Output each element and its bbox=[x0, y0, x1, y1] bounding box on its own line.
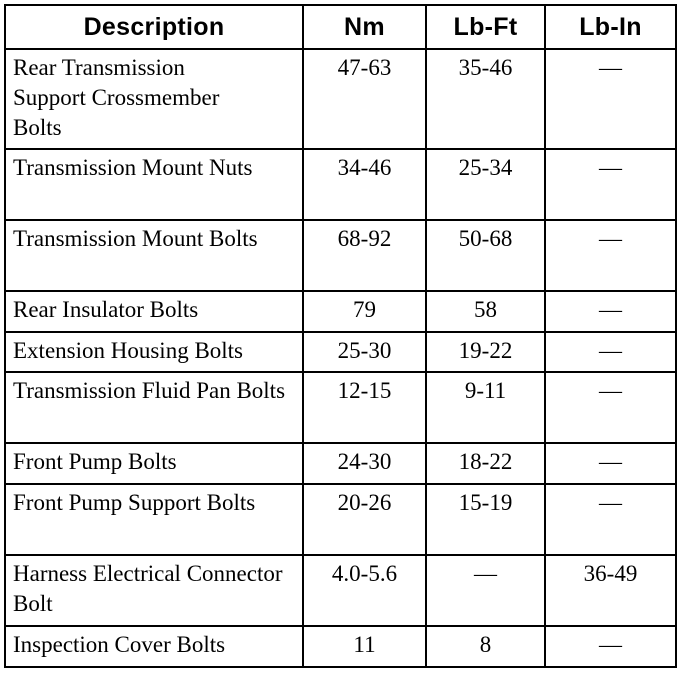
table-row bbox=[5, 220, 676, 291]
table-row bbox=[5, 626, 676, 667]
nm-cell: 68-92 bbox=[303, 220, 426, 291]
lb-in-cell: — bbox=[545, 443, 676, 484]
lb-ft-cell: — bbox=[426, 555, 545, 626]
lb-in-cell: — bbox=[545, 332, 676, 373]
nm-cell: 20-26 bbox=[303, 484, 426, 555]
table-row bbox=[5, 555, 676, 626]
description-cell: Rear Insulator Bolts bbox=[5, 291, 303, 332]
header-nm: Nm bbox=[303, 5, 426, 49]
nm-cell: 11 bbox=[303, 626, 426, 667]
description-cell: Front Pump Bolts bbox=[5, 443, 303, 484]
lb-in-cell: — bbox=[545, 372, 676, 443]
table-row bbox=[5, 332, 676, 373]
description-cell: Front Pump Support Bolts bbox=[5, 484, 303, 555]
lb-ft-cell: 18-22 bbox=[426, 443, 545, 484]
nm-cell: 4.0-5.6 bbox=[303, 555, 426, 626]
nm-cell: 34-46 bbox=[303, 149, 426, 220]
lb-ft-cell: 35-46 bbox=[426, 49, 545, 149]
lb-ft-cell: 50-68 bbox=[426, 220, 545, 291]
lb-in-cell: — bbox=[545, 484, 676, 555]
description-cell: Rear Transmission Support Crossmember Bolts bbox=[5, 49, 303, 149]
table-row bbox=[5, 443, 676, 484]
table-row bbox=[5, 484, 676, 555]
lb-ft-cell: 25-34 bbox=[426, 149, 545, 220]
description-cell: Inspection Cover Bolts bbox=[5, 626, 303, 667]
description-cell: Harness Electrical Connector Bolt bbox=[5, 555, 303, 626]
nm-cell: 47-63 bbox=[303, 49, 426, 149]
description-cell: Transmission Fluid Pan Bolts bbox=[5, 372, 303, 443]
lb-in-cell: — bbox=[545, 291, 676, 332]
header-description: Description bbox=[5, 5, 303, 49]
lb-in-cell: — bbox=[545, 626, 676, 667]
description-cell: Extension Housing Bolts bbox=[5, 332, 303, 373]
nm-cell: 25-30 bbox=[303, 332, 426, 373]
header-lb-in: Lb-In bbox=[545, 5, 676, 49]
lb-ft-cell: 15-19 bbox=[426, 484, 545, 555]
lb-ft-cell: 8 bbox=[426, 626, 545, 667]
lb-in-cell: 36-49 bbox=[545, 555, 676, 626]
lb-ft-cell: 9-11 bbox=[426, 372, 545, 443]
lb-in-cell: — bbox=[545, 220, 676, 291]
description-cell: Transmission Mount Bolts bbox=[5, 220, 303, 291]
table-header-row bbox=[5, 5, 676, 49]
nm-cell: 79 bbox=[303, 291, 426, 332]
nm-cell: 12-15 bbox=[303, 372, 426, 443]
nm-cell: 24-30 bbox=[303, 443, 426, 484]
table-row bbox=[5, 149, 676, 220]
table-row bbox=[5, 49, 676, 149]
lb-in-cell: — bbox=[545, 49, 676, 149]
lb-ft-cell: 19-22 bbox=[426, 332, 545, 373]
lb-in-cell: — bbox=[545, 149, 676, 220]
header-lb-ft: Lb-Ft bbox=[426, 5, 545, 49]
description-cell: Transmission Mount Nuts bbox=[5, 149, 303, 220]
lb-ft-cell: 58 bbox=[426, 291, 545, 332]
table-row bbox=[5, 291, 676, 332]
torque-specifications-table bbox=[4, 4, 677, 668]
table-row bbox=[5, 372, 676, 443]
